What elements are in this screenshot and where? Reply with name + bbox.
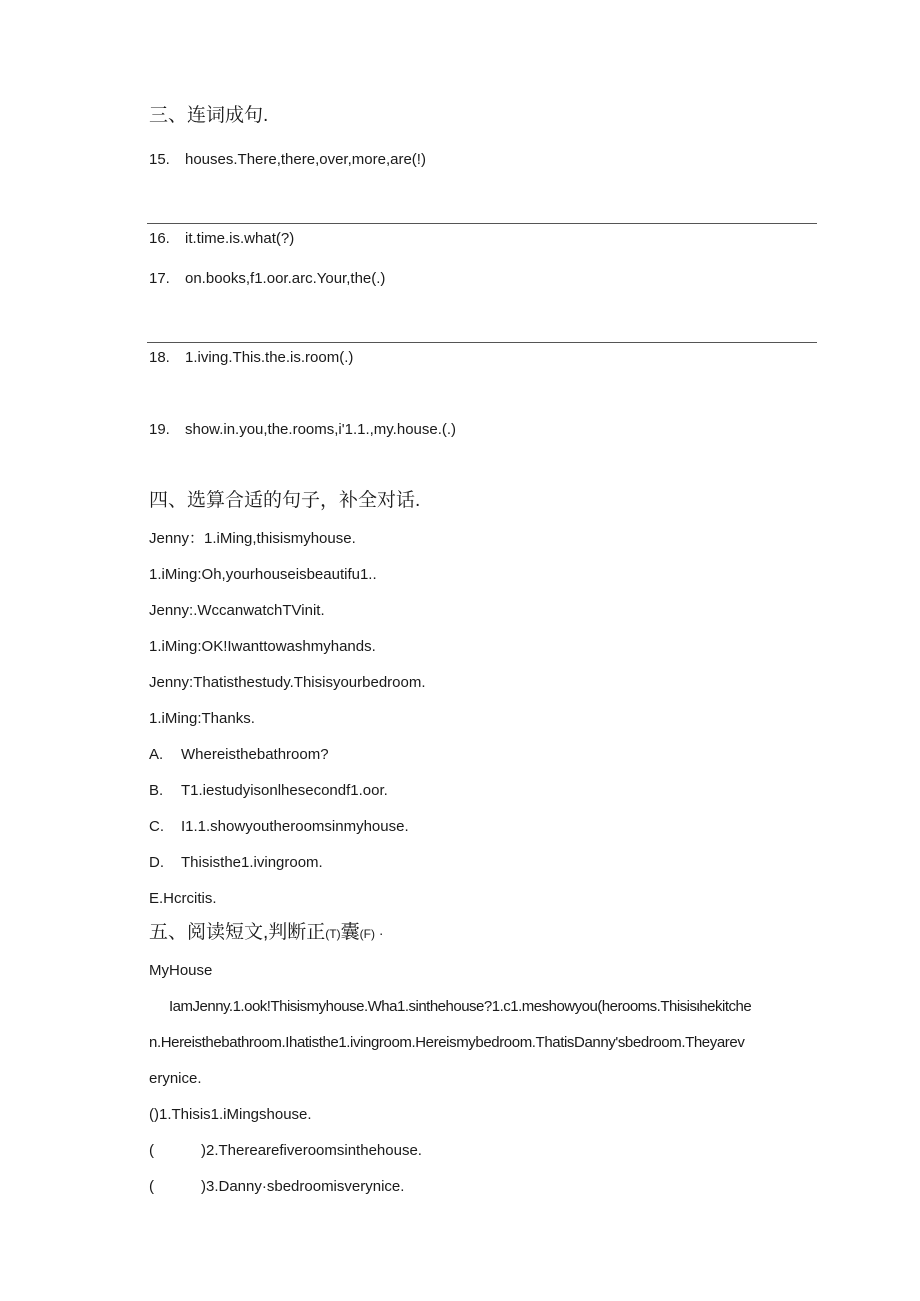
judge-question-text: )3.Danny·sbedroomisverynice. (201, 1178, 405, 1195)
option-label: D. (149, 854, 164, 871)
option-c (149, 817, 409, 837)
question-16 (149, 229, 294, 249)
option-b (149, 781, 388, 801)
question-number: 16. (149, 230, 170, 247)
question-15 (149, 150, 426, 170)
heading-false-mark: (F) (359, 927, 375, 941)
option-label: C. (149, 818, 164, 835)
question-text: 1.iving.This.the.is.room(.) (185, 349, 354, 366)
heading-text-mid: 囊 (340, 922, 360, 943)
answer-bracket: ( (149, 1142, 154, 1159)
question-text: show.in.you,the.rooms,i'1.1.,my.house.(.) (185, 421, 457, 438)
answer-line-15 (147, 223, 817, 224)
option-label: A. (149, 746, 164, 763)
question-number: 19. (149, 421, 170, 438)
option-text: I1.1.showyoutheroomsinmyhouse. (181, 818, 409, 835)
section-5-heading (149, 921, 384, 946)
question-19 (149, 420, 456, 440)
question-text: it.time.is.what(?) (185, 230, 295, 247)
question-number: 18. (149, 349, 170, 366)
dialogue-line: 1.iMing:OK!Iwanttowashmyhands. (149, 638, 376, 655)
question-17 (149, 269, 385, 289)
passage-line: n.Hereisthebathroom.Ihatisthe1.ivingroom.Hereismybedroom.ThatisDanny'sbedroom.Theyarev (149, 1034, 745, 1051)
judge-question-text: )2.Therearefiveroomsinthehouse. (201, 1142, 422, 1159)
dialogue-line: 1.iMing:Thanks. (149, 710, 255, 727)
option-d (149, 853, 323, 873)
section-4-heading: 四、选算合适的句子，补全对话. (149, 490, 421, 511)
question-text: houses.There,there,over,more,are(!) (185, 151, 426, 168)
option-e: E.Hcrcitis. (149, 890, 217, 907)
heading-text: 五、阅读短文,判断正 (149, 922, 326, 943)
section-3-heading: 三、连词成句. (149, 105, 269, 126)
passage-line: IamJenny.1.ook!Thisismyhouse.Wha1.sinthehouse?1.c1.meshowyou(herooms.Thisisιhekitche (169, 998, 752, 1015)
judge-question-3 (149, 1177, 404, 1197)
question-number: 17. (149, 270, 170, 287)
option-label: B. (149, 782, 164, 799)
dialogue-line: Jenny：1.iMing,thisismyhouse. (149, 530, 356, 547)
judge-question-2 (149, 1141, 422, 1161)
dialogue-line: Jenny:Thatisthestudy.Thisisyourbedroom. (149, 674, 426, 691)
option-a (149, 745, 329, 765)
dialogue-line: Jenny:.WccanwatchTVinit. (149, 602, 325, 619)
answer-line-17 (147, 342, 817, 343)
option-text: Whereisthebathroom? (181, 746, 329, 763)
dialogue-line: 1.iMing:Oh,yourhouseisbeautifu1.. (149, 566, 377, 583)
question-18 (149, 348, 353, 368)
option-text: Thisisthe1.ivingroom. (181, 854, 323, 871)
option-text: T1.iestudyisonlhesecondf1.oor. (181, 782, 388, 799)
question-number: 15. (149, 151, 170, 168)
judge-question-1: ()1.Thisis1.iMingshouse. (149, 1106, 312, 1123)
heading-dot: · (374, 925, 384, 941)
passage-title: MyHouse (149, 962, 213, 979)
answer-bracket: ( (149, 1178, 154, 1195)
heading-true-mark: (T) (325, 927, 341, 941)
question-text: on.books,f1.oor.arc.Your,the(.) (185, 270, 386, 287)
passage-line: erynice. (149, 1070, 202, 1087)
